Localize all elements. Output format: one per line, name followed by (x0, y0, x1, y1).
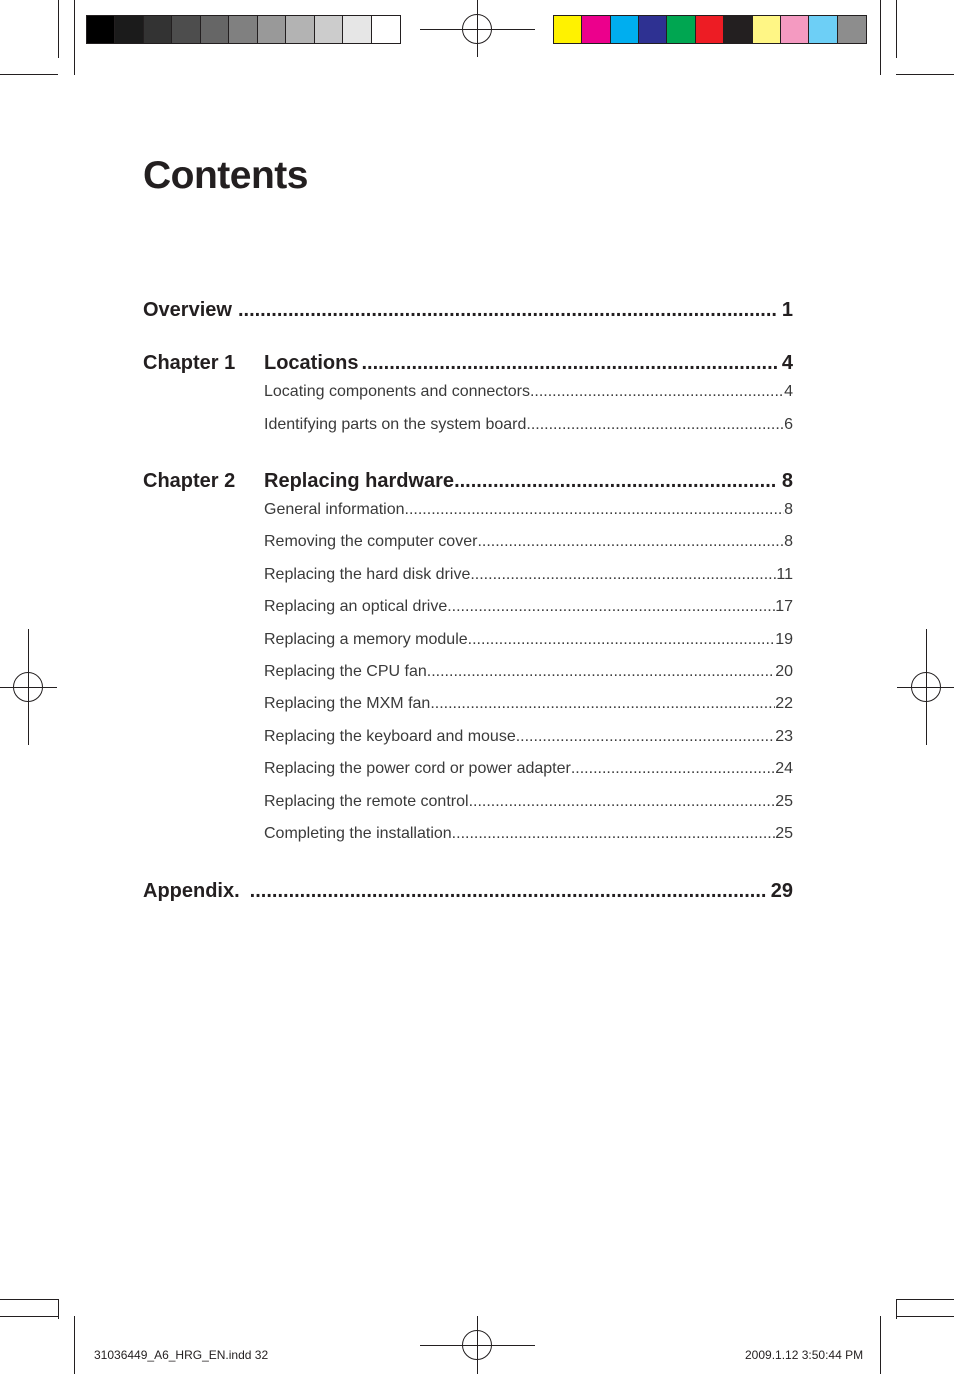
color-swatch (286, 16, 314, 43)
toc-entry-label: Replacing the CPU fan (264, 663, 427, 680)
toc-section[interactable] (264, 791, 793, 813)
crop-mark (0, 74, 58, 75)
toc-entry-label: General information (264, 501, 405, 518)
dot-leader (470, 564, 776, 586)
process-color-bar (553, 15, 867, 44)
toc-entry-label: Completing the installation (264, 825, 452, 842)
dot-leader (454, 468, 777, 494)
toc-page-number: 24 (775, 760, 793, 778)
toc-section[interactable] (264, 414, 793, 436)
toc-section[interactable] (264, 661, 793, 683)
toc-entry-label: Replacing hardware (264, 470, 455, 492)
slug-filename: 31036449_A6_HRG_EN.indd 32 (94, 1348, 269, 1362)
color-swatch (639, 16, 667, 43)
color-swatch (809, 16, 837, 43)
color-swatch (582, 16, 610, 43)
dot-leader (530, 381, 784, 403)
dot-leader (469, 791, 776, 813)
dot-leader (516, 726, 775, 748)
toc-page-number: 4 (781, 352, 793, 374)
toc-page-number: 8 (784, 533, 793, 551)
crop-mark (896, 74, 954, 75)
slug-timestamp: 2009.1.12 3:50:44 PM (745, 1348, 864, 1362)
dot-leader (250, 878, 766, 904)
toc-section[interactable] (264, 726, 793, 748)
color-swatch (372, 16, 400, 43)
crop-mark (880, 0, 881, 75)
toc-section[interactable] (264, 693, 793, 715)
toc-entry-label: Overview (143, 299, 232, 321)
toc-page-number: 20 (775, 663, 793, 680)
crop-mark (896, 1316, 954, 1317)
color-swatch (229, 16, 257, 43)
toc-page-number: 23 (775, 727, 793, 745)
toc-page-number: 22 (775, 695, 793, 713)
toc-appendix[interactable] (143, 878, 793, 904)
dot-leader (447, 596, 775, 618)
color-swatch (144, 16, 172, 43)
toc-entry-label: Locating components and connectors (264, 383, 530, 400)
toc-page-number: 8 (781, 470, 793, 492)
toc-entry-label: Replacing the remote control (264, 792, 469, 810)
dot-leader (427, 661, 775, 683)
toc-overview[interactable] (143, 297, 793, 323)
dot-leader (526, 414, 784, 436)
toc-page-number: 11 (776, 565, 793, 583)
toc-entry-label: Replacing a memory module (264, 630, 468, 648)
dot-leader (468, 629, 776, 651)
toc-entry-label: Replacing the power cord or power adapter (264, 760, 571, 778)
color-swatch (343, 16, 371, 43)
toc-section[interactable] (264, 629, 793, 651)
color-swatch (115, 16, 143, 43)
toc-section[interactable] (264, 499, 793, 521)
toc-page-number: 19 (775, 630, 793, 648)
color-swatch (87, 16, 115, 43)
toc-chapter-2[interactable] (264, 468, 793, 494)
color-swatch (611, 16, 639, 43)
color-swatch (753, 16, 781, 43)
toc-page-number: 25 (775, 825, 793, 842)
crop-mark (880, 1316, 881, 1374)
dot-leader (571, 758, 775, 780)
dot-leader (477, 531, 784, 553)
color-swatch (554, 16, 582, 43)
toc-page-number: 6 (784, 415, 793, 433)
dot-leader (452, 823, 776, 845)
color-swatch (724, 16, 752, 43)
crop-mark (58, 1299, 59, 1319)
color-swatch (201, 16, 229, 43)
crop-mark (74, 0, 75, 75)
toc-section[interactable] (264, 381, 793, 403)
color-swatch (172, 16, 200, 43)
toc-entry-label: Replacing the MXM fan (264, 695, 431, 713)
toc-page-number: 1 (781, 299, 793, 321)
toc-entry-label: Appendix. (143, 880, 240, 902)
toc-page-number: 17 (775, 598, 793, 616)
crop-mark (0, 1316, 58, 1317)
color-swatch (315, 16, 343, 43)
dot-leader (430, 693, 775, 715)
dot-leader (405, 499, 785, 521)
toc-chapter-1[interactable] (264, 350, 793, 376)
chapter-number: Chapter 1 (143, 352, 236, 374)
toc-page-number: 8 (784, 501, 793, 518)
dot-leader (238, 297, 777, 323)
toc-page-number: 4 (784, 383, 793, 400)
toc-entry-label: Identifying parts on the system board (264, 415, 527, 433)
color-swatch (781, 16, 809, 43)
toc-entry-label: Removing the computer cover (264, 533, 478, 551)
toc-section[interactable] (264, 564, 793, 586)
toc-entry-label: Replacing the hard disk drive (264, 565, 471, 583)
toc-entry-label: Replacing an optical drive (264, 598, 448, 616)
toc-section[interactable] (264, 758, 793, 780)
toc-entry-label: Replacing the keyboard and mouse (264, 727, 516, 745)
grayscale-color-bar (86, 15, 401, 44)
toc-section[interactable] (264, 531, 793, 553)
crop-mark (58, 0, 59, 58)
chapter-number: Chapter 2 (143, 470, 236, 492)
color-swatch (696, 16, 724, 43)
crop-mark (0, 1299, 58, 1300)
toc-page-number: 25 (775, 792, 793, 810)
crop-mark (74, 1316, 75, 1374)
toc-page-number: 29 (770, 880, 793, 902)
crop-mark (896, 0, 897, 58)
crop-mark (896, 1299, 954, 1300)
color-swatch (258, 16, 286, 43)
toc-entry-label: Locations (264, 352, 359, 374)
color-swatch (667, 16, 695, 43)
dot-leader (361, 350, 776, 376)
toc-section[interactable] (264, 596, 793, 618)
toc-section[interactable] (264, 823, 793, 845)
color-swatch (838, 16, 866, 43)
page-title: Contents (143, 154, 308, 197)
